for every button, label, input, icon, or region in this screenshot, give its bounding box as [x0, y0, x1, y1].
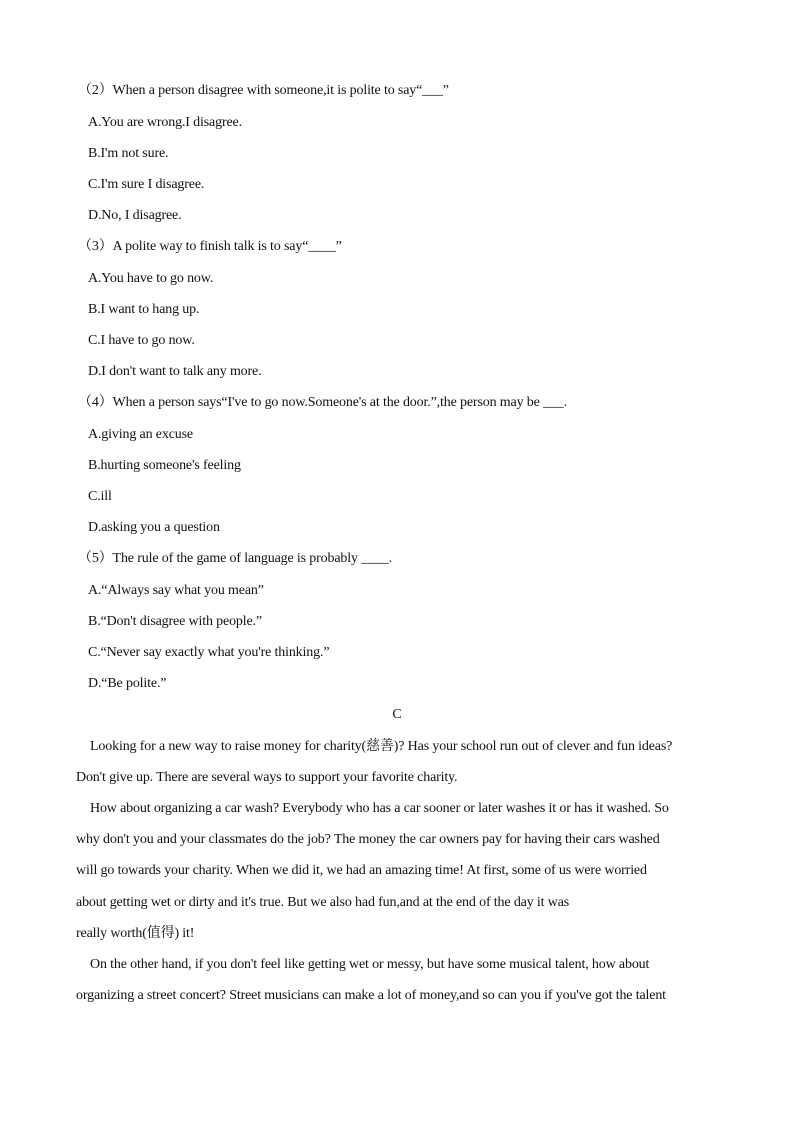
question-3-option-d: D.I don't want to talk any more. [88, 364, 262, 379]
question-4-stem: （4）When a person says“I've to go now.Someone's at the door.”,the person may be ___. [78, 395, 567, 410]
question-2-option-c: C.I'm sure I disagree. [88, 177, 205, 192]
passage-line: Don't give up. There are several ways to support your favorite charity. [76, 770, 458, 785]
question-5-option-b: B.“Don't disagree with people.” [88, 614, 262, 629]
question-3-option-b: B.I want to hang up. [88, 302, 200, 317]
question-4-option-a: A.giving an excuse [88, 427, 193, 442]
question-2-option-b: B.I'm not sure. [88, 146, 169, 161]
question-2-option-a: A.You are wrong.I disagree. [88, 115, 242, 130]
question-4-option-d: D.asking you a question [88, 520, 220, 535]
passage-line: organizing a street concert? Street musicians can make a lot of money,and so can you if you've got the talent [76, 988, 666, 1003]
question-4-option-c: C.ill [88, 489, 112, 504]
passage-line: why don't you and your classmates do the job? The money the car owners pay for having their cars washed [76, 832, 660, 847]
question-2-stem: （2）When a person disagree with someone,it is polite to say“___” [78, 83, 449, 98]
passage-line: Looking for a new way to raise money for charity(慈善)? Has your school run out of clever and fun ideas? [90, 739, 673, 754]
question-5-option-c: C.“Never say exactly what you're thinking.” [88, 645, 330, 660]
question-3-option-a: A.You have to go now. [88, 271, 214, 286]
passage-line: How about organizing a car wash? Everybody who has a car sooner or later washes it or has it washed. So [90, 801, 669, 816]
passage-line: about getting wet or dirty and it's true. But we also had fun,and at the end of the day it was [76, 895, 570, 910]
passage-line: On the other hand, if you don't feel like getting wet or messy, but have some musical talent, how about [90, 957, 650, 972]
question-3-stem: （3）A polite way to finish talk is to say“____” [78, 239, 342, 254]
passage-line: will go towards your charity. When we did it, we had an amazing time! At first, some of us were worried [76, 863, 647, 878]
question-5-stem: （5）The rule of the game of language is probably ____. [78, 551, 392, 566]
question-5-option-d: D.“Be polite.” [88, 676, 167, 691]
passage-line: really worth(值得) it! [76, 926, 195, 941]
question-4-option-b: B.hurting someone's feeling [88, 458, 241, 473]
question-3-option-c: C.I have to go now. [88, 333, 195, 348]
question-5-option-a: A.“Always say what you mean” [88, 583, 264, 598]
section-heading: C [392, 707, 402, 722]
question-2-option-d: D.No, I disagree. [88, 208, 182, 223]
